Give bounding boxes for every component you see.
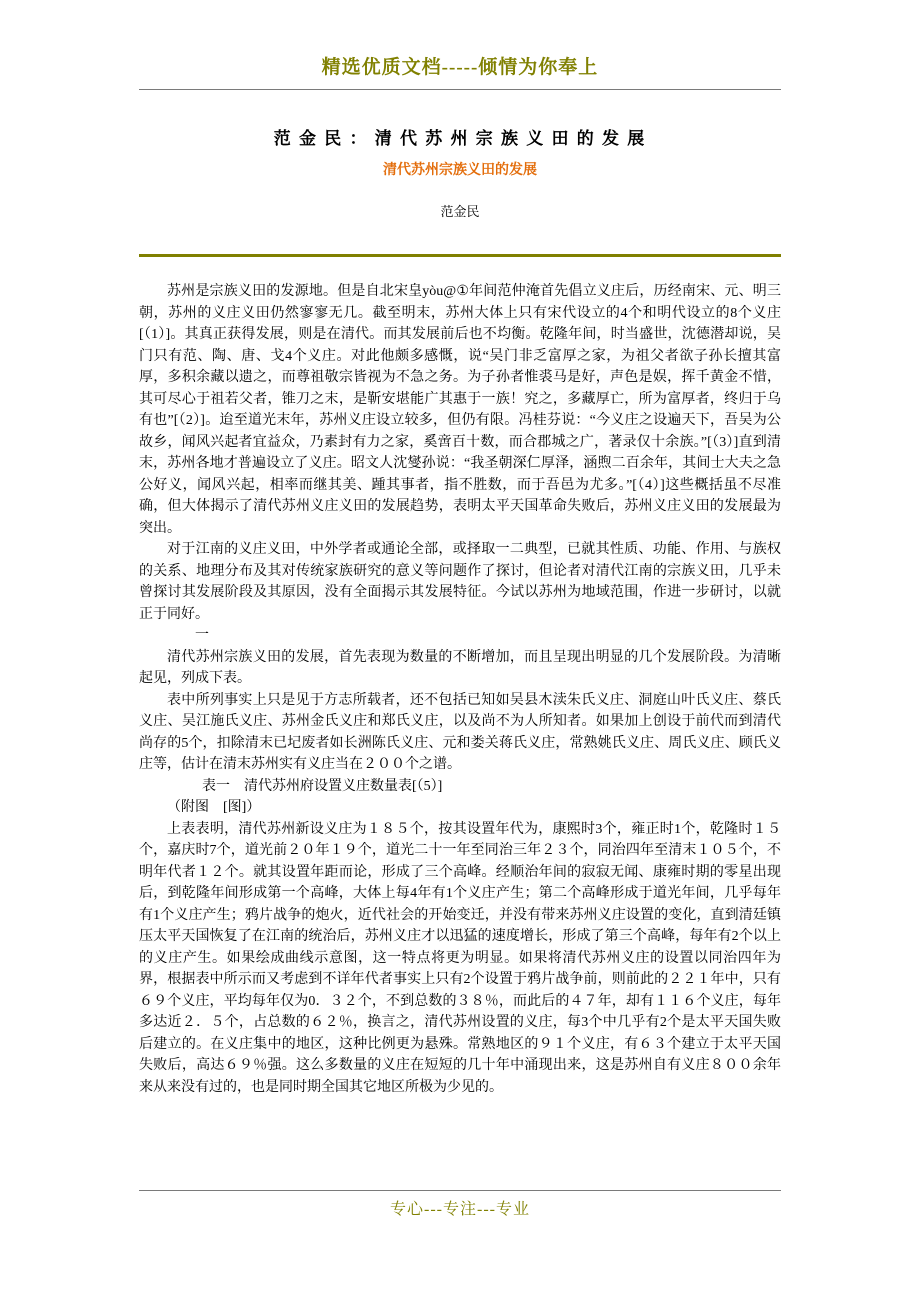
figure-placeholder-note: （附图 [图]） xyxy=(167,800,261,815)
section-divider-rule xyxy=(139,254,781,257)
paragraph-estate-list: 表中所列事实上只是见于方志所载者，还不包括已知如吴县木渎朱氏义庄、洞庭山叶氏义庄、蔡氏义庄、吴江施氏义庄、苏州金氏义庄和郑氏义庄，以及尚不为人所知者。如果加上创设于前代而到清代尚存的5个，扣除清末已圮废者如长洲陈氏义庄、元和娄关蒋氏义庄，常熟姚氏义庄、周氏义庄、顾氏义庄等，估计在清末苏州实有义庄当在２００个之谱。 xyxy=(139,692,781,772)
paragraph-stages-intro: 清代苏州宗族义田的发展，首先表现为数量的不断增加，而且呈现出明显的几个发展阶段。为清晰起见，列成下表。 xyxy=(139,649,781,686)
table-caption: 表一 清代苏州府设置义庄数量表[（5）] xyxy=(202,778,443,794)
article-subtitle: 清代苏州宗族义田的发展 xyxy=(383,163,537,178)
section-marker-one: 一 xyxy=(195,628,209,643)
article-author: 范金民 xyxy=(440,204,480,219)
document-footer xyxy=(139,1190,781,1219)
footer-slogan: 专心---专注---专业 xyxy=(390,1201,530,1218)
document-main xyxy=(139,124,781,1098)
paragraph-intro: 苏州是宗族义田的发源地。但是自北宋皇yòu@①年间范仲淹首先倡立义庄后，历经南宋、元、明三朝，苏州的义庄义田仍然寥寥无几。截至明末，苏州大体上只有宋代设立的4个和明代设立的8个义庄[（1）]。其真正获得发展，则是在清代。而其发展前后也不均衡。乾隆年间，时当盛世，沈德潜却说，吴门只有范、陶、唐、戈4个义庄。对此他颇多感慨，说“吴门非乏富厚之家，为祖父者欲子孙长擅其富厚，多积余藏以遗之，而尊祖敬宗皆视为不急之务。为子孙者惟裘马是好，声色是娱，挥千黄金不惜，其可尽心于祖若父者，锥刀之末，是靳安堪能广其惠于一族！究之，多藏厚亡，所为富厚者，终归于乌有也”[（2）]。迨至道光末年，苏州义庄设立较多，但仍有限。冯桂芬说：“今义庄之设遍天下，吾吴为公故乡，闻风兴起者宜益众，乃素封有力之家，奚啻百十数，而合郡城之广，著录仅十余族。”[（3）]直到清末，苏州各地才普遍设立了义庄。昭文人沈燮孙说：“我圣朝深仁厚泽，涵煦二百余年，其间士大夫之急公好义，闻风兴起，相率而继其美、踵其事者，指不胜数，而于吾邑为尤多。”[（4）]这些概括虽不尽准确，但大体揭示了清代苏州义庄义田的发展趋势，表明太平天国革命失败后，苏州义庄义田的发展最为突出。 xyxy=(139,284,781,536)
paragraph-historiography: 对于江南的义庄义田，中外学者或通论全部，或择取一二典型，已就其性质、功能、作用、与族权的关系、地理分布及其对传统家族研究的意义等问题作了探讨，但论者对清代江南的宗族义田，几乎未曾探讨其发展阶段及其原因，没有全面揭示其发展特征。今试以苏州为地域范围，作进一步研讨，以就正于同好。 xyxy=(139,542,781,622)
paragraph-analysis: 上表表明，清代苏州新设义庄为１８５个，按其设置年代为，康熙时3个，雍正时1个，乾隆时１５个，嘉庆时7个，道光前２０年１９个，道光二十一年至同治三年２３个，同治四年至清末１０５个，不明年代者１２个。就其设置年距而论，形成了三个高峰。经顺治年间的寂寂无闻、康雍时期的零星出现后，到乾隆年间形成第一个高峰，大体上每4年有1个义庄产生；第二个高峰形成于道光年间，几乎每年有1个义庄产生；鸦片战争的炮火，近代社会的开始变迁，并没有带来苏州义庄设置的变化，直到清廷镇压太平天国恢复了在江南的统治后，苏州义庄才以迅猛的速度增长，形成了第三个高峰，每年有2个以上的义庄产生。如果绘成曲线示意图，这一特点将更为明显。如果将清代苏州义庄的设置以同治四年为界，根据表中所示而又考虑到不详年代者事实上只有2个设置于鸦片战争前，则前此的２２１年中，只有６９个义庄，平均每年仅为0．３２个，不到总数的３８％，而此后的４７年，却有１１６个义庄，每年多达近２．５个，占总数的６２％，换言之，清代苏州设置的义庄，每3个中几乎有2个是太平天国失败后建立的。在义庄集中的地区，这种比例更为悬殊。常熟地区的９１个义庄，有６３个建立于太平天国失败后，高达６９％强。这么多数量的义庄在短短的几十年中涌现出来，这是苏州自有义庄８００余年来从来没有过的，也是同时期全国其它地区所极为少见的。 xyxy=(139,821,781,1095)
header-slogan: 精选优质文档-----倾情为你奉上 xyxy=(321,57,599,78)
article-body xyxy=(139,281,781,1098)
article-title: 范 金 民 ： 清 代 苏 州 宗 族 义 田 的 发 展 xyxy=(273,129,647,148)
document-header xyxy=(139,52,781,90)
